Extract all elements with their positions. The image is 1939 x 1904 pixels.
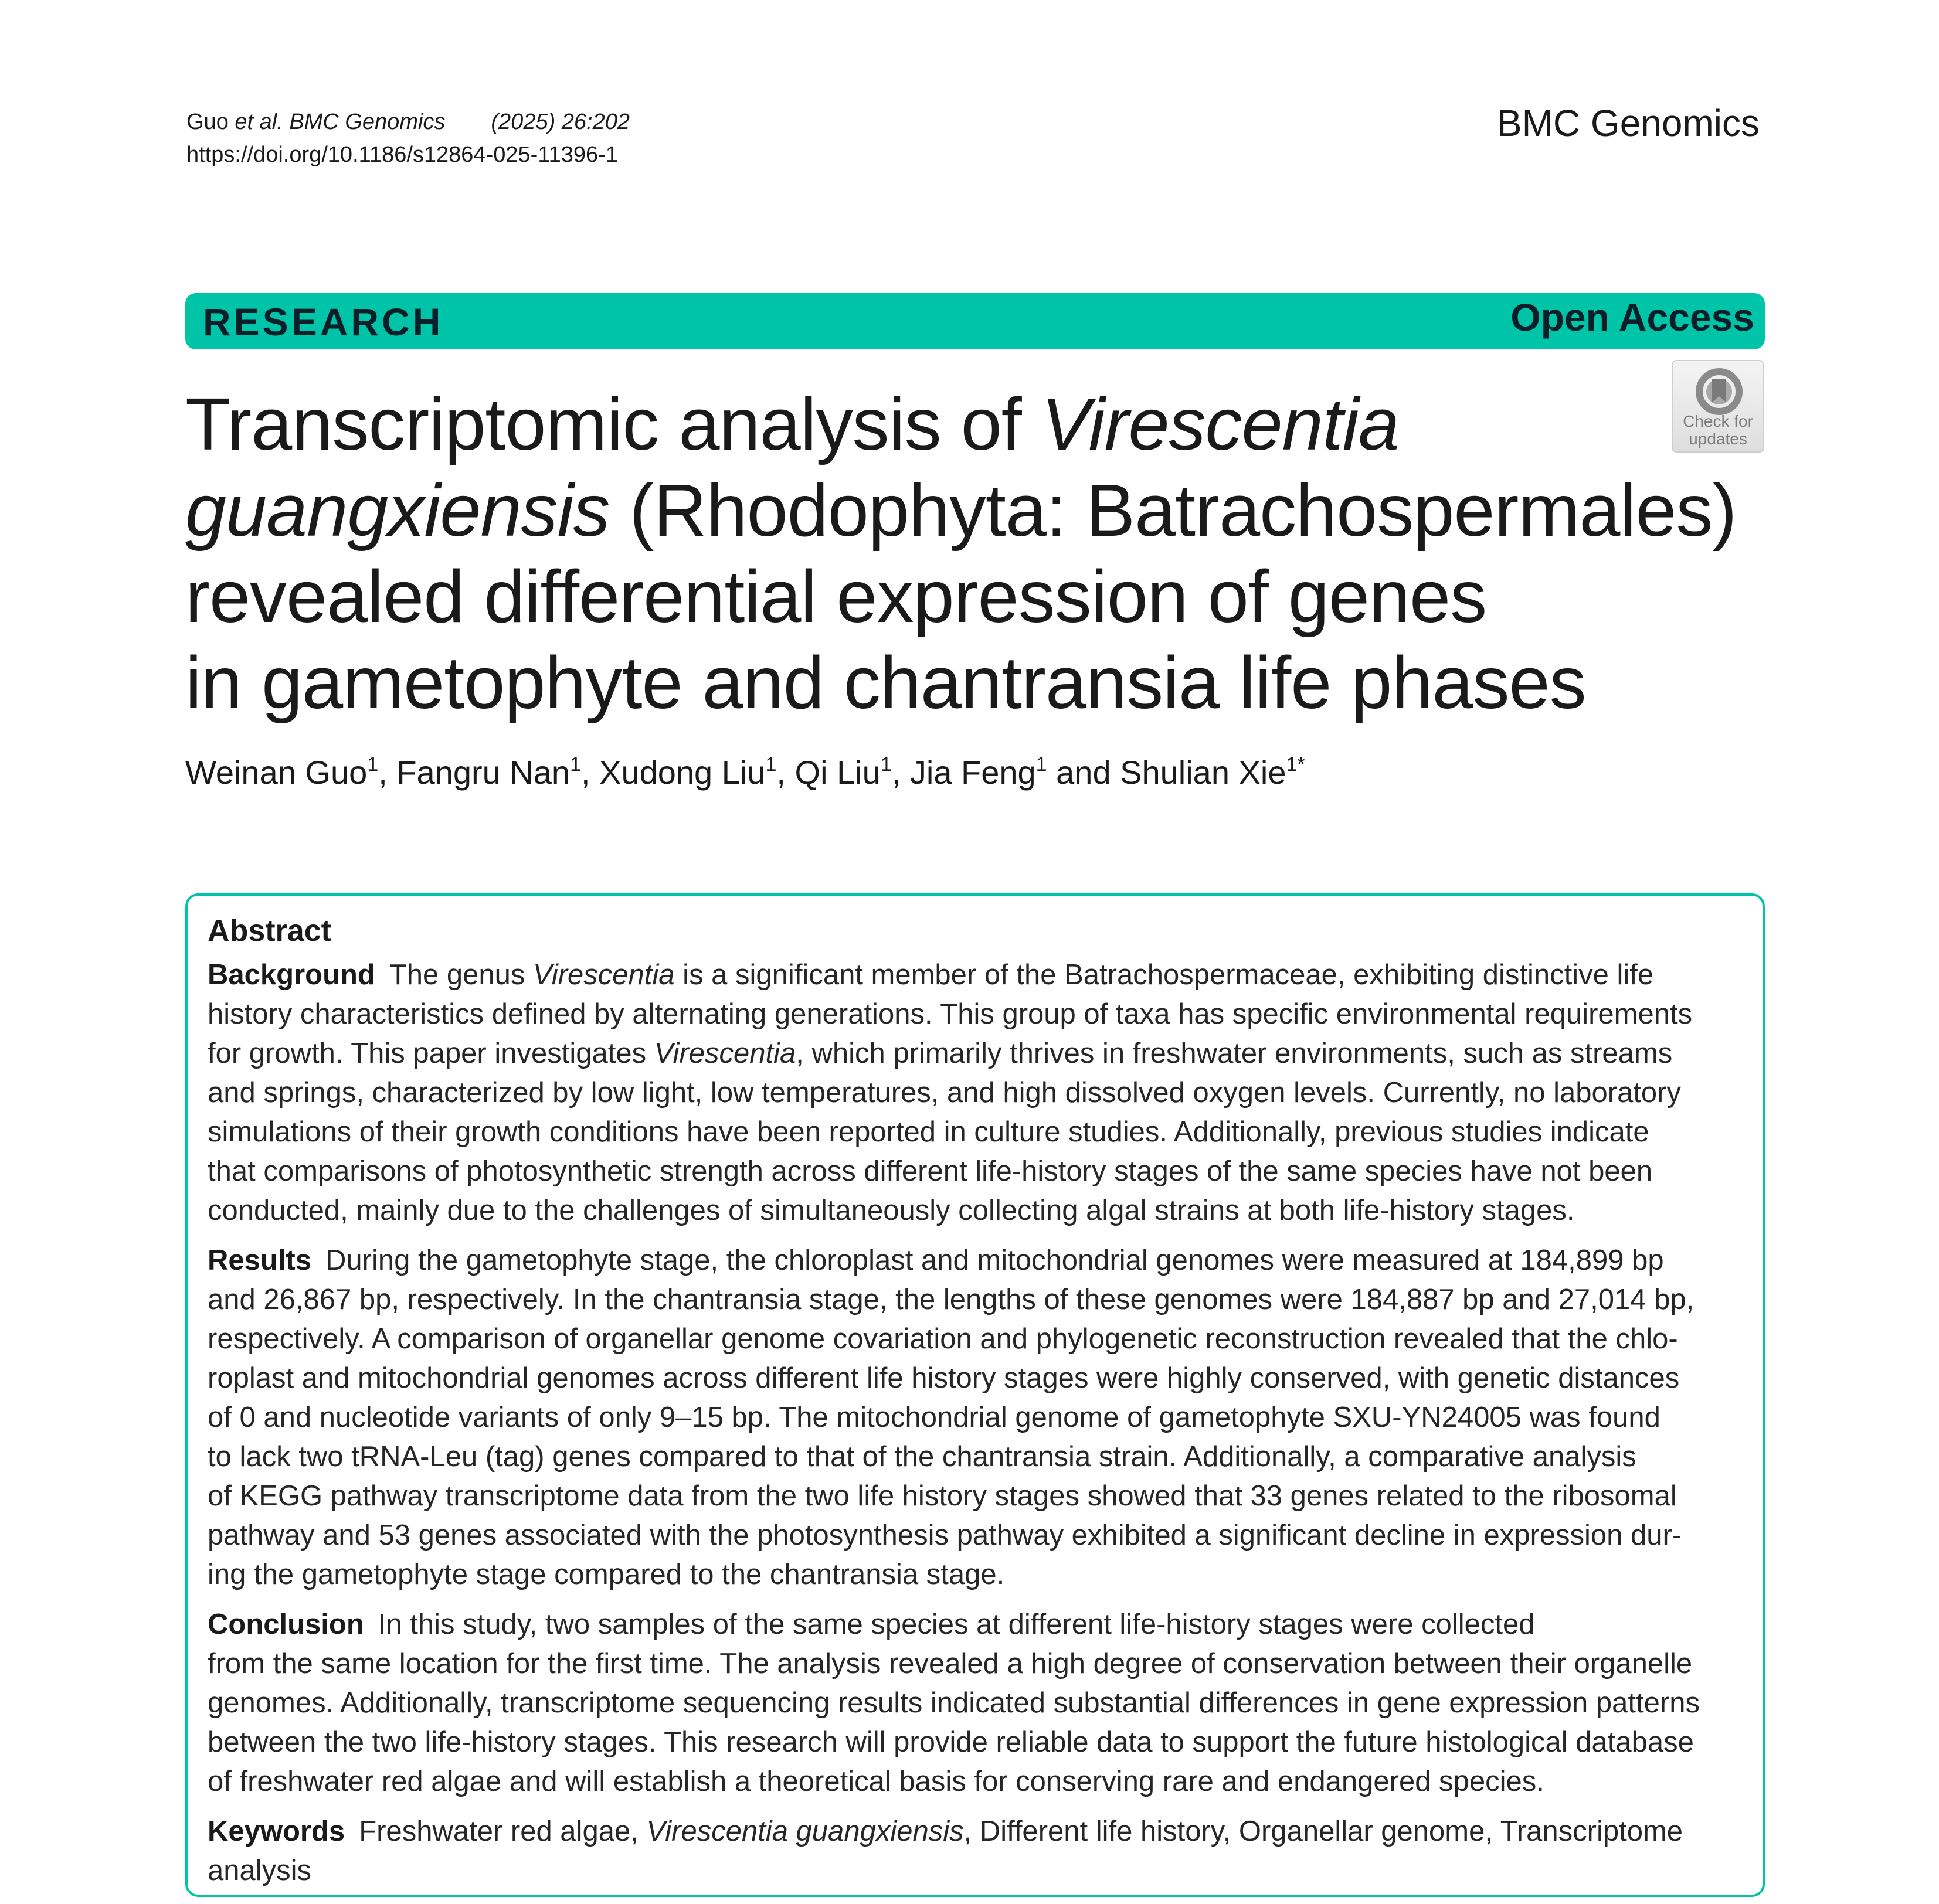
title-line-3: revealed differential expression of genes: [185, 555, 1487, 638]
text-run: In this study, two samples of the same species at different life-history stages were collected: [378, 1609, 1535, 1640]
title-genus: Virescentia: [1041, 383, 1399, 465]
text-run: During the gametophyte stage, the chloroplast and mitochondrial genomes were measured at 184,899 bp: [325, 1245, 1664, 1276]
abstract-line: and springs, characterized by low light, low temperatures, and high dissolved oxygen levels. Currently, no laboratory: [208, 1077, 1681, 1109]
section-label: Background: [208, 959, 375, 991]
abstract-line: genomes. Additionally, transcriptome sequencing results indicated substantial differences in gene expression patterns: [208, 1687, 1700, 1719]
abstract-content: [208, 909, 1750, 1901]
open-access-label: Open Access: [1510, 295, 1754, 339]
keyword-species: Virescentia guangxiensis: [646, 1815, 964, 1847]
section-label: Results: [208, 1245, 312, 1276]
abstract-heading: Abstract: [208, 914, 331, 948]
title-line-4: in gametophyte and chantransia life phases: [185, 641, 1586, 724]
title-text: Transcriptomic analysis of: [185, 383, 1041, 465]
title-line-1: [185, 381, 1675, 467]
title-text: (Rhodophyta: Batrachospermales): [609, 469, 1737, 552]
abstract-line: roplast and mitochondrial genomes across different life history stages were highly conserved, with genetic distances: [208, 1362, 1680, 1394]
abstract-line: of KEGG pathway transcriptome data from the two life history stages showed that 33 genes related to the ribosomal: [208, 1480, 1677, 1512]
abstract-line: and 26,867 bp, respectively. In the chantransia stage, the lengths of these genomes were 184,887 bp and 27,014 bp,: [208, 1284, 1694, 1315]
author-separator: ,: [378, 754, 397, 791]
check-for-updates-badge[interactable]: [1672, 360, 1764, 453]
author-separator: and: [1047, 754, 1120, 791]
author-list: [185, 749, 1305, 796]
citation-line: [186, 106, 630, 138]
section-label: Keywords: [208, 1815, 345, 1847]
author[interactable]: [795, 754, 892, 791]
author-name: Shulian Xie: [1120, 754, 1286, 791]
keyword: , Different life history, Organellar genome, Transcriptome: [963, 1815, 1683, 1847]
affiliation-mark: 1: [1035, 753, 1047, 776]
abstract-keywords: [208, 1812, 1750, 1891]
text-run: is a significant member of the Batrachospermaceae, exhibiting distinctive life: [674, 959, 1654, 991]
author-separator: ,: [891, 754, 910, 791]
author[interactable]: [599, 754, 776, 791]
author[interactable]: [1120, 754, 1305, 791]
abstract-line: of 0 and nucleotide variants of only 9–15 bp. The mitochondrial genome of gametophyte SXU-YN24005 was found: [208, 1402, 1660, 1433]
abstract-line: [208, 956, 1750, 995]
check-for-updates-line1: Check for: [1683, 412, 1753, 430]
title-line-2: [185, 467, 1737, 553]
author-name: Xudong Liu: [599, 754, 766, 791]
check-for-updates-text: [1673, 413, 1763, 448]
abstract-line: simulations of their growth conditions have been reported in culture studies. Additionally, previous studies indicate: [208, 1116, 1649, 1148]
abstract-line: conducted, mainly due to the challenges of simultaneously collecting algal strains at both life-history stages.: [208, 1195, 1575, 1226]
author-separator: ,: [776, 754, 795, 791]
abstract-line: [208, 1034, 1750, 1073]
abstract-line: of freshwater red algae and will establish a theoretical basis for conserving rare and endangered species.: [208, 1766, 1544, 1797]
abstract-line: pathway and 53 genes associated with the photosynthesis pathway exhibited a significant decline in expression dur-: [208, 1519, 1682, 1551]
abstract-results: [208, 1241, 1750, 1594]
abstract-line: ing the gametophyte stage compared to the chantransia stage.: [208, 1559, 1005, 1590]
affiliation-mark: 1: [570, 753, 581, 776]
abstract-line: respectively. A comparison of organellar genome covariation and phylogenetic reconstruction revealed that the chlo-: [208, 1323, 1678, 1355]
author-name: Qi Liu: [794, 754, 881, 791]
text-run: for growth. This paper investigates: [208, 1038, 654, 1069]
abstract-line: to lack two tRNA-Leu (tag) genes compared to that of the chantransia strain. Additionally, a comparative analysis: [208, 1441, 1636, 1473]
text-run: The genus: [389, 959, 534, 991]
author-name: Weinan Guo: [185, 754, 368, 791]
abstract-line: [208, 1241, 1750, 1280]
citation-journal: et al. BMC Genomics: [235, 110, 446, 134]
affiliation-mark: 1: [367, 753, 379, 776]
genus-name: Virescentia: [533, 959, 675, 991]
title-species: guangxiensis: [185, 469, 610, 552]
abstract-line: from the same location for the first time. The analysis revealed a high degree of conservation between their organelle: [208, 1648, 1693, 1679]
citation: [186, 110, 445, 134]
section-label: Conclusion: [208, 1609, 364, 1640]
author[interactable]: [185, 754, 378, 791]
abstract-line: analysis: [208, 1855, 312, 1886]
author[interactable]: [910, 754, 1047, 791]
abstract-line: [208, 1605, 1750, 1644]
journal-name: BMC Genomics: [1496, 102, 1760, 144]
doi-link[interactable]: https://doi.org/10.1186/s12864-025-11396-1: [186, 142, 618, 167]
keyword: Freshwater red algae,: [359, 1815, 647, 1847]
citation-year: (2025) 26:202: [491, 110, 630, 134]
abstract-box: [185, 893, 1765, 1897]
affiliation-mark: 1: [880, 753, 892, 776]
author-name: Fangru Nan: [396, 754, 571, 791]
affiliation-mark: 1: [765, 753, 777, 776]
check-for-updates-line2: updates: [1689, 430, 1747, 448]
abstract-background: [208, 956, 1750, 1230]
abstract-line: that comparisons of photosynthetic strength across different life-history stages of the same species have not been: [208, 1155, 1653, 1187]
abstract-conclusion: [208, 1605, 1750, 1801]
author-separator: ,: [580, 754, 600, 791]
citation-author: Guo: [186, 110, 235, 134]
abstract-line: [208, 1812, 1750, 1851]
bookmark-ring-icon: [1694, 367, 1744, 416]
genus-name: Virescentia: [654, 1038, 796, 1069]
article-type-label: RESEARCH: [203, 300, 444, 344]
article-type-banner: [185, 293, 1765, 349]
author[interactable]: [396, 754, 581, 791]
abstract-line: between the two life-history stages. This research will provide reliable data to support the future histological database: [208, 1726, 1694, 1758]
text-run: , which primarily thrives in freshwater environments, such as streams: [796, 1038, 1673, 1069]
running-header: [186, 106, 630, 171]
author-name: Jia Feng: [909, 754, 1036, 791]
abstract-line: history characteristics defined by alternating generations. This group of taxa has specific environmental requirements: [208, 998, 1693, 1030]
affiliation-mark: 1*: [1286, 753, 1305, 776]
